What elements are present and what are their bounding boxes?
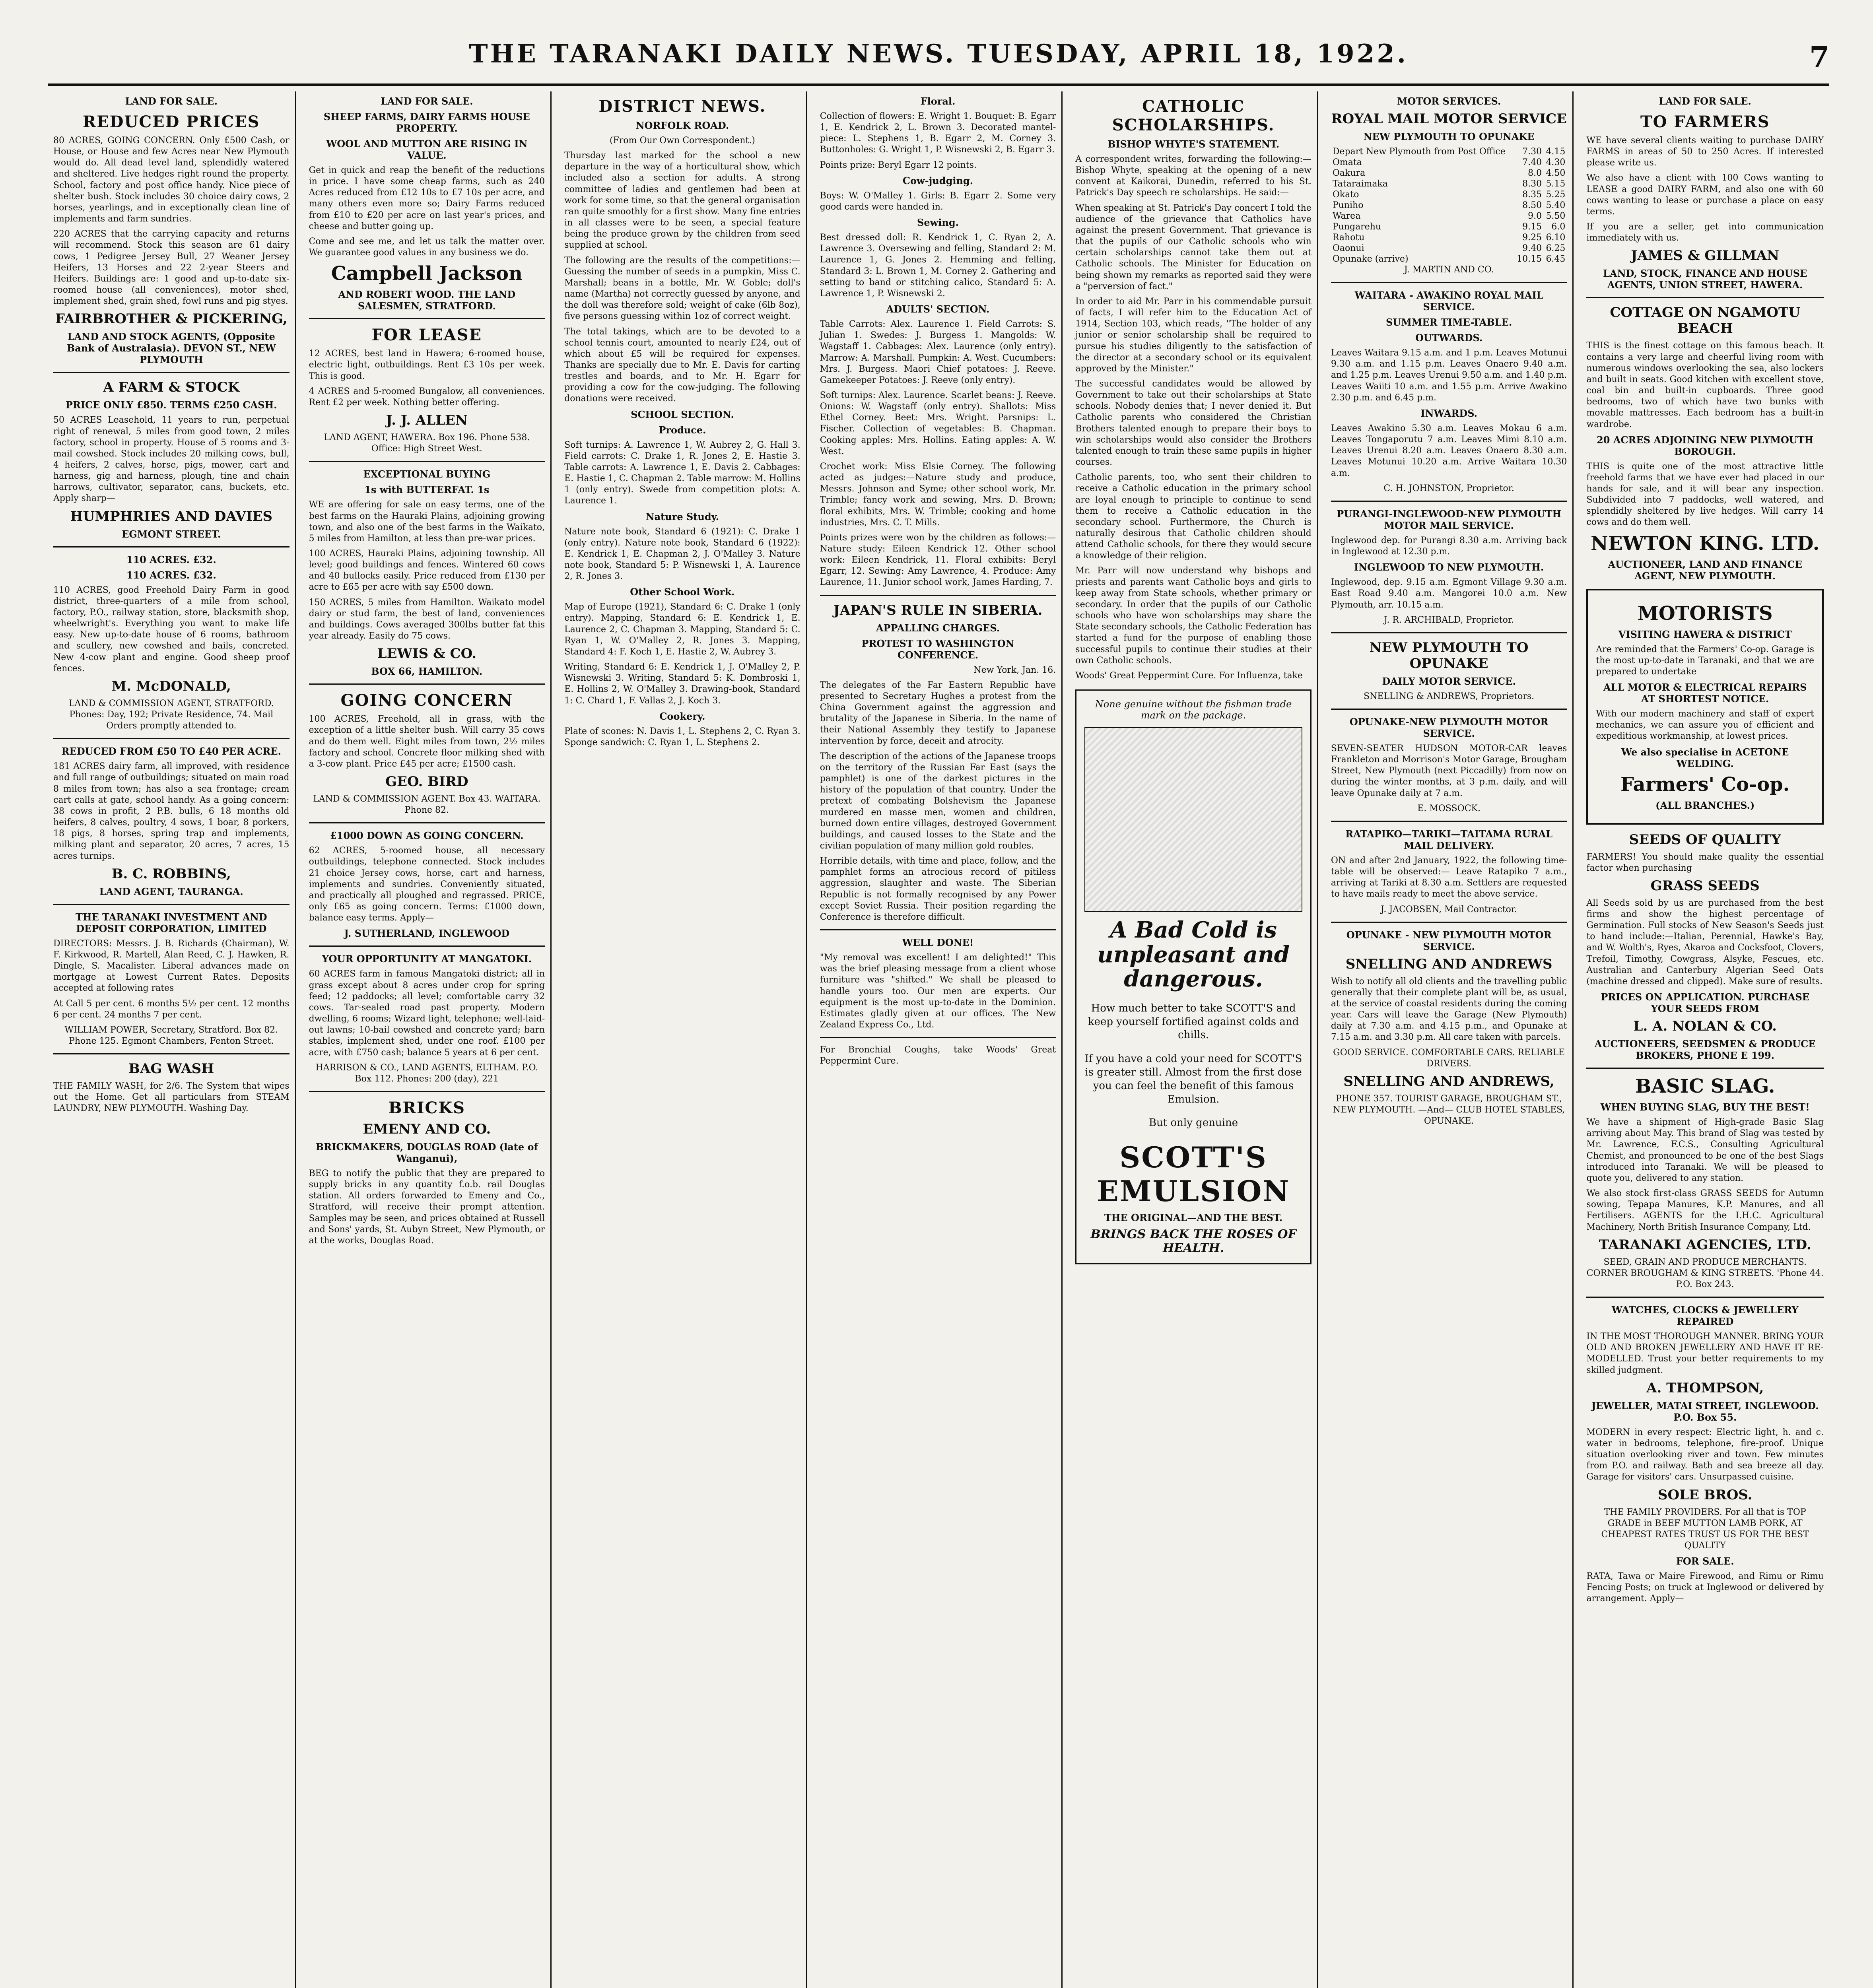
article-paragraph: Table Carrots: Alex. Laurence 1. Field Carrots: S. Julian 1. Swedes: J. Burgess 1. Mangolds: W. Wagstaff 1. Cabbages: Alex. Laurence (only entry). Marrow: A. Marshall. Pumpkin: A. West. Cucumbers: Mrs. J. Burgess. Maori Chief potatoes: J. Reeve. Gamekeeper Potatoes: J. Reeve (only entry).: [820, 319, 1056, 385]
timetable-heading: INGLEWOOD TO NEW PLYMOUTH.: [1354, 561, 1544, 573]
article-subheading: ADULTS' SECTION.: [886, 303, 990, 315]
ad-text: 150 ACRES, 5 miles from Hamilton. Waikato model dairy or stud farm, the best of land, conveniences and buildings. Cows averaged 300lbs butter fat this year already. Easily do 75 cows.: [309, 597, 545, 641]
divider: [1331, 821, 1567, 822]
service-address: PHONE 357. TOURIST GARAGE, BROUGHAM ST., NEW PLYMOUTH. —And— CLUB HOTEL STABLES, OPUNAKE.: [1333, 1093, 1565, 1126]
timetable-text: Inglewood dep. for Purangi 8.30 a.m. Arriving back in Inglewood at 12.30 p.m.: [1331, 535, 1567, 557]
timetable-stop: Oakura: [1332, 168, 1366, 178]
ad-text: We have a shipment of High-grade Basic Slag arriving about May. This brand of Slag was tested by Mr. Lawrence, F.C.S., Consulting Agricultural Chemist, and pronounced to be one of the best Slags introduced into Taranaki. We will be pleased to quote you, delivered to any station.: [1586, 1117, 1824, 1183]
agent-address: AUCTIONEER, LAND AND FINANCE AGENT, NEW PLYMOUTH.: [1608, 558, 1802, 582]
ad-text: For Bronchial Coughs, take Woods' Great Peppermint Cure.: [820, 1045, 1056, 1066]
column-2: [303, 91, 552, 1988]
timetable-time: 5.15: [1546, 179, 1566, 189]
article-paragraph: Best dressed doll: R. Kendrick 1, C. Ryan 2, A. Lawrence 3. Oversewing and felling, Standard 2: M. Laurence 1, G. Jones 2. Hemming and felling, Standard 3: L. Brown 1, M. Corney 2. Gathering and setting to band or stitching calico, Standard 5: A. Lawrence 1, P. Wisnewski 2.: [820, 233, 1056, 299]
divider: [53, 738, 289, 739]
divider: [1331, 282, 1567, 283]
timetable-time: 7.40: [1522, 157, 1542, 167]
ad-text: 80 ACRES, GOING CONCERN. Only £500 Cash, or House, or House and few Acres near New Plymouth would do. All dead level land, splendidly watered and sheltered. Live hedges right round the property. School, factory and post office handy. Nice piece of shelter bush. Stock includes 30 choice dairy cows, 2 horses, yearlings, and in exceptionally clean line of implements and farm sundries.: [53, 136, 289, 224]
ad-headline: REDUCED FROM £50 TO £40 PER ACRE.: [61, 746, 281, 757]
ad-text: Woods' Great Peppermint Cure. For Influenza, take: [1075, 670, 1303, 681]
ad-text: 60 ACRES farm in famous Mangatoki district; all in grass except about 8 acres under crop for spring feed; 12 paddocks; all level; comfortable carry 32 cows. Tar-sealed road past property. Modern dwelling, 6 rooms; Wizard light, telephone; well-laid-out lawns; 10-bail cowshed and concrete yard; barn stables, implement shed, under one roof. £100 per acre, with £750 cash; balance 5 years at 6 per cent.: [309, 969, 545, 1058]
timetable: [1331, 146, 1567, 264]
ad-headline: TO FARMERS: [1640, 113, 1770, 131]
timetable-stop: Puniho: [1332, 200, 1364, 210]
ad-text: 220 ACRES that the carrying capacity and returns will recommend. Stock this season are 61 dairy cows, 1 Pedigree Jersey Bull, 27 Weaner Jersey Heifers, 13 Horses and 22 2-year Steers and Heifers. Buildings are: 1 good and up-to-date six-roomed house (all conveniences), motor shed, implement shed, grain shed, fowl runs and pig styes.: [53, 229, 289, 307]
divider: [1331, 922, 1567, 923]
divider: [1586, 297, 1824, 298]
article-paragraph: The delegates of the Far Eastern Republic have presented to Secretary Hughes a protest from the China Government against the aggression and brutality of the Japanese in Siberia. In the name of their National Assembly they testify to Japanese intervention by force, deceit and atrocity.: [820, 680, 1056, 746]
timetable-stop: Oaonui: [1332, 243, 1364, 253]
article-subtitle: BISHOP WHYTE'S STATEMENT.: [1107, 138, 1280, 150]
article-paragraph: The following are the results of the competitions:—Guessing the number of seeds in a pumpkin, Miss C. Marshall; beans in a bottle, Mr. W. Goble; doll's name (Martha) not correctly guessed by anyone, and the doll was therefore sold; weight of cake (6lb 8oz), five persons guessing within 1oz of correct weight.: [564, 255, 800, 322]
divider: [1586, 1068, 1824, 1069]
page-columns: [48, 91, 1829, 1988]
service-operator: E. MOSSOCK.: [1417, 803, 1481, 813]
timetable-heading: OUTWARDS.: [1415, 332, 1483, 344]
article-paragraph: In order to aid Mr. Parr in his commendable pursuit of facts, I will refer him to the Education Act of 1914, Section 103, which reads, "The holder of any junior or senior scholarship shall be required to pursue his studies diligently to the satisfaction of the director at a secondary school or its equivalent approved by the Minister.": [1075, 296, 1311, 374]
timetable-row: [1331, 221, 1567, 232]
agent-address: SEED, GRAIN AND PRODUCE MERCHANTS. CORNER BROUGHAM & KING STREETS. 'Phone 44. P.O. Box 243.: [1586, 1257, 1824, 1289]
ad-rates: At Call 5 per cent. 6 months 5½ per cent. 12 months 6 per cent. 24 months 7 per cent.: [53, 998, 289, 1020]
masthead: [48, 24, 1829, 86]
article-paragraph: Collection of flowers: E. Wright 1. Bouquet: B. Egarr 1, E. Kendrick 2, L. Brown 3. Decorated mantel-piece: L. Stephens 1, B. Egarr 2, M. Corney 3. Buttonholes: G. Wright 1, P. Wisnewski 2, B. Egarr 3.: [820, 111, 1056, 155]
fishman-illustration: [1084, 727, 1302, 912]
ad-text: THIS is quite one of the most attractive little freehold farms that we have ever had placed in our hands for sale, and it will bear any inspection. Subdivided into 7 paddocks, well watered, and splendidly sheltered by live hedges. Will carry 14 cows and do them well.: [1586, 461, 1824, 528]
ad-price: PRICE ONLY £850. TERMS £250 CASH.: [65, 399, 277, 411]
ad-brand: Farmers' Co-op.: [1620, 773, 1790, 796]
ad-text: How much better to take SCOTT'S and keep yourself fortified against colds and chills.: [1088, 1002, 1299, 1041]
newspaper-title: THE TARANAKI DAILY NEWS. TUESDAY, APRIL 18, 1922.: [468, 39, 1409, 69]
article-subtitle: PROTEST TO WASHINGTON CONFERENCE.: [861, 637, 1014, 661]
timetable-row: [1331, 157, 1567, 168]
service-title: OPUNAKE-NEW PLYMOUTH MOTOR SERVICE.: [1349, 716, 1549, 739]
agent-name: L. A. NOLAN & CO.: [1633, 1018, 1777, 1035]
ad-headline: BAG WASH: [128, 1061, 214, 1077]
article-paragraph: A correspondent writes, forwarding the following:— Bishop Whyte, speaking at the opening of a new convent at Kaikorai, Dunedin, referred to his St. Patrick's Day speech re scholarships. He said:—: [1075, 154, 1311, 198]
ad-brand-sub: (ALL BRANCHES.): [1655, 799, 1755, 811]
article-dateline: New York, Jan. 16.: [973, 665, 1056, 675]
agent-name: LEWIS & CO.: [377, 646, 477, 662]
column-6: [1325, 91, 1574, 1988]
service-operator: SNELLING & ANDREWS, Proprietors.: [1364, 691, 1535, 701]
timetable-time: 4.15: [1546, 147, 1566, 157]
ad-headline: BASIC SLAG.: [1635, 1075, 1775, 1098]
ad-headline: ALL MOTOR & ELECTRICAL REPAIRS AT SHORTEST NOTICE.: [1603, 681, 1807, 705]
timetable-time: 4.50: [1546, 168, 1566, 178]
ad-text: RATA, Tawa or Maire Firewood, and Rimu or Rimu Fencing Posts; on truck at Inglewood or delivered by arrangement. Apply—: [1586, 1571, 1824, 1604]
agent-address: EGMONT STREET.: [122, 528, 221, 540]
ad-text: 4 ACRES and 5-roomed Bungalow, all conveniences. Rent £2 per week. Nothing better offering.: [309, 386, 545, 408]
timetable-text: Leaves Waitara 9.15 a.m. and 1 p.m. Leaves Motunui 9.30 a.m. and 1.15 p.m. Leaves Onaero 9.40 a.m. and 1.25 p.m. Leaves Urenui 9.50 a.m. and 1.40 p.m. Leaves Waiiti 10 a.m. and 1.55 p.m. Arrive Awakino 2.30 p.m. and 6.45 p.m.: [1331, 348, 1567, 403]
column-1: [48, 91, 296, 1988]
timetable-time: 7.30: [1522, 147, 1542, 157]
agent-name: EMENY AND CO.: [363, 1121, 491, 1137]
service-route: DAILY MOTOR SERVICE.: [1382, 675, 1516, 687]
ad-text: PRICES ON APPLICATION. PURCHASE YOUR SEEDS FROM: [1601, 991, 1810, 1015]
article-subheading: Sewing.: [917, 217, 959, 229]
agent-address: JEWELLER, MATAI STREET, INGLEWOOD. P.O. Box 55.: [1591, 1400, 1819, 1423]
timetable-row: [1331, 200, 1567, 211]
article-subheading: Other School Work.: [630, 586, 735, 598]
ad-headline: SEEDS OF QUALITY: [1629, 831, 1781, 848]
article-paragraph: Mr. Parr will now understand why bishops and priests and parents want Catholic boys and girls to keep away from State schools, whether primary or secondary. In order that the pupils of our Catholic schools who have won scholarships may share the State secondary schools, the Catholic Federation has started a fund for the purpose of enabling those successful pupils to continue their studies at their own Catholic schools.: [1075, 566, 1311, 666]
article-paragraph: When speaking at St. Patrick's Day concert I told the audience of the grievance that Catholics have against the present Government. That grievance is that the pupils of our Catholic schools who win certain scholarships cannot take them out at Catholic schools. The Minister for Education on being shown my remarks as reported said they were a "perversion of fact.": [1075, 203, 1311, 291]
ad-text: THE FAMILY WASH, for 2/6. The System that wipes out the Home. Get all particulars from STEAM LAUNDRY, NEW PLYMOUTH. Washing Day.: [53, 1081, 289, 1114]
article-paragraph: Catholic parents, too, who sent their children to receive a Catholic education in the primary school are loyal enough to principle to continue to send them to receive a Catholic education in the secondary school. Furthermore, the Church is naturally desirous that Catholic children should attend Catholic schools, for there they would secure a knowledge of their religion.: [1075, 472, 1311, 561]
ad-headline: REDUCED PRICES: [83, 113, 260, 131]
ad-price: 110 ACRES. £32.: [126, 553, 216, 565]
agent-name: M. McDONALD,: [111, 678, 231, 694]
timetable-heading: INWARDS.: [1420, 407, 1478, 419]
article-paragraph: Boys: W. O'Malley 1. Girls: B. Egarr 2. Some very good cards were handed in.: [820, 190, 1056, 212]
ad-text: 181 ACRES dairy farm, all improved, with residence and full range of outbuildings; situated on main road 8 miles from town; has also a sea frontage; cream cart calls at gate, school handy. As a going concern: 38 cows in profit, 2 P.B. bulls, 6 18 months old heifers, 8 calves, poultry, 4 sows, 1 boar, 8 porkers, 18 pigs, 8 horses, spring trap and implements, milking plant and separator, 20 acres, 7 acres, 15 acres turnips.: [53, 761, 289, 861]
article-title: CATHOLIC SCHOLARSHIPS.: [1112, 97, 1275, 134]
agent-name: JAMES & GILLMAN: [1631, 248, 1780, 264]
article-subtitle: APPALLING CHARGES.: [876, 622, 1000, 634]
divider: [53, 1053, 289, 1054]
timetable-stop: Tataraimaka: [1332, 179, 1388, 189]
ad-headline: COTTAGE ON NGAMOTU BEACH: [1610, 305, 1800, 337]
timetable-time: 8.35: [1522, 190, 1542, 200]
timetable-row: [1331, 211, 1567, 221]
agent-name: J. J. ALLEN: [386, 412, 468, 429]
ad-text: 100 ACRES, Freehold, all in grass, with the exception of a little shelter bush. Will carry 35 cows and do them well. Eight miles from town, 2½ miles factory and school. Concrete floor milking shed with a 3-cow plant. Price £45 per acre; £1500 cash.: [309, 714, 545, 769]
divider: [309, 683, 545, 685]
ad-text: GOOD SERVICE. COMFORTABLE CARS. RELIABLE DRIVERS.: [1333, 1047, 1565, 1069]
ad-headline: £1000 DOWN AS GOING CONCERN.: [330, 830, 524, 842]
ad-text: IN THE MOST THOROUGH MANNER. BRING YOUR OLD AND BROKEN JEWELLERY AND HAVE IT RE-MODELLED. Trust your better requirements to my skilled judgment.: [1586, 1332, 1824, 1375]
ad-headline: BRICKS: [388, 1098, 465, 1117]
ad-text: THIS is the finest cottage on this famous beach. It contains a very large and cheerful living room with numerous windows overlooking the sea, also lockers and built in seats. Good kitchen with excellent stove, coal bin and built-in cupboards. Three good bedrooms, two of which have two bunks with movable mattresses. Each bedroom has a built-in wardrobe.: [1586, 341, 1824, 429]
column-header: LAND FOR SALE.: [125, 95, 218, 107]
ad-text: With our modern machinery and staff of expert mechanics, we can assure you of efficient and expeditious workmanship, at lowest prices.: [1596, 709, 1814, 742]
article-subheading: Nature Study.: [645, 511, 719, 522]
timetable-time: 5.25: [1546, 190, 1566, 200]
divider: [53, 904, 289, 905]
ad-headline: WELL DONE!: [902, 937, 974, 949]
ad-text: We also have a client with 100 Cows wanting to LEASE a good DAIRY FARM, and also one with 60 cows wanting to lease or purchase a place on easy terms.: [1586, 173, 1824, 217]
column-header: LAND FOR SALE.: [381, 95, 473, 107]
ad-price: 110 ACRES. £32.: [126, 569, 216, 581]
divider: [820, 929, 1056, 930]
service-operator: SNELLING AND ANDREWS: [1345, 956, 1552, 972]
service-title: NEW PLYMOUTH TO OPUNAKE: [1369, 639, 1529, 672]
column-4: [814, 91, 1063, 1988]
ad-text: 12 ACRES, best land in Hawera; 6-roomed house, electric light, outbuildings. Rent £3 10s per week. This is good.: [309, 349, 545, 381]
ad-tagline: BRINGS BACK THE ROSES OF HEALTH.: [1090, 1227, 1296, 1256]
ad-headline: A Bad Cold is unpleasant and dangerous.: [1097, 917, 1290, 992]
ad-headline: 20 ACRES ADJOINING NEW PLYMOUTH BOROUGH.: [1597, 434, 1814, 457]
article-subtitle: NORFOLK ROAD.: [635, 120, 729, 131]
divider: [53, 372, 289, 373]
service-operator: J. JACOBSEN, Mail Contractor.: [1381, 904, 1517, 914]
ad-headline: FOR LEASE: [371, 326, 482, 345]
timetable-stop: Pungarehu: [1332, 222, 1381, 232]
service-title: PURANGI-INGLEWOOD-NEW PLYMOUTH MOTOR MAIL SERVICE.: [1337, 508, 1562, 531]
ad-headline: WOOL AND MUTTON ARE RISING IN VALUE.: [326, 138, 528, 161]
column-5: [1070, 91, 1318, 1988]
article-paragraph: Plate of scones: N. Davis 1, L. Stephens 2, C. Ryan 3. Sponge sandwich: C. Ryan 1, L. Stephens 2.: [564, 726, 800, 747]
article-paragraph: Points prizes were won by the children as follows:— Nature study: Eileen Kendrick 12. Other school work: Eileen Kendrick, 11. Floral exhibits: Beryl Egarr, 12. Sewing: Amy Lawrence, 4. Produce: Amy Laurence, 11. Junior school work, James Harding, 7.: [820, 532, 1056, 588]
article-paragraph: The successful candidates would be allowed by Government to take out their scholarships at State schools. Nobody denies that; I never denied it. But Catholic parents who considered the Christian Brothers talented enough to prepare their boys to win scholarships would also consider the Brothers talented enough to train these same pupils in higher courses.: [1075, 379, 1311, 468]
timetable-stop: Depart New Plymouth from Post Office: [1332, 147, 1506, 157]
agent-name: FAIRBROTHER & PICKERING,: [55, 311, 288, 327]
agent-address: BRICKMAKERS, DOUGLAS ROAD (late of Wanganui),: [315, 1141, 538, 1164]
ad-text: Are reminded that the Farmers' Co-op. Garage is the most up-to-date in Taranaki, and that we are prepared to undertake: [1596, 644, 1814, 677]
service-route: SUMMER TIME-TABLE.: [1385, 316, 1512, 328]
agent-name: B. C. ROBBINS,: [111, 866, 231, 882]
ad-text: WE have several clients waiting to purchase DAIRY FARMS in areas of 50 to 250 Acres. If interested please write us.: [1586, 136, 1824, 168]
ad-headline: THE TARANAKI INVESTMENT AND DEPOSIT CORPORATION, LIMITED: [75, 911, 267, 934]
ad-text: Come and see me, and let us talk the matter over. We guarantee good values in any business we do.: [309, 236, 545, 258]
article-paragraph: The total takings, which are to be devoted to a school tennis court, amounted to nearly £24, out of which about £5 will be required for expenses. Thanks are specially due to Mr. E. Davis for carting trestles and boards, and to Mr. H. Egarr for providing a cow for the cow-judging. The following donations were received.: [564, 326, 800, 404]
article-subheading: Cow-judging.: [902, 175, 973, 186]
article-subheading: Produce.: [659, 424, 706, 436]
ad-brand-sub: THE ORIGINAL—AND THE BEST.: [1104, 1212, 1283, 1224]
article-paragraph: Nature note book, Standard 6 (1921): C. Drake 1 (only entry). Nature note book, Standard 6 (1922): E. Kendrick 1, E. Chapman 2, J. O'Malley 3. Nature note book, Standard 5: P. Wisnewski 1, A. Laurence 2, R. Jones 3.: [564, 526, 800, 582]
agent-address: BOX 66, HAMILTON.: [371, 666, 483, 678]
service-operator: J. MARTIN AND CO.: [1404, 265, 1494, 275]
agent-address: LAND & COMMISSION AGENT. Box 43. WAITARA. Phone 82.: [313, 794, 541, 815]
divider: [309, 318, 545, 319]
ad-headline: YOUR OPPORTUNITY AT MANGATOKI.: [322, 953, 532, 965]
ad-text: FARMERS! You should make quality the essential factor when purchasing: [1586, 852, 1824, 873]
ad-headline: MOTORISTS: [1637, 602, 1773, 625]
agent-name: Campbell Jackson: [331, 262, 523, 285]
timetable-time: 10.15: [1517, 254, 1542, 264]
timetable-text: Inglewood, dep. 9.15 a.m. Egmont Village 9.30 a.m. East Road 9.40 a.m. Mangorei 10.0 a.m. New Plymouth, arr. 10.15 a.m.: [1331, 577, 1567, 610]
timetable-row: [1331, 243, 1567, 254]
timetable-time: 5.40: [1546, 200, 1566, 210]
timetable-text: ON and after 2nd January, 1922, the following time-table will be observed:— Leave Ratapiko 7 a.m., arriving at Tariki at 8.30 a.m. Settlers are requested to have mails ready to meet the above service.: [1331, 855, 1567, 899]
agent-address: LAND AGENT, HAWERA. Box 196. Phone 538. Office: High Street West.: [324, 433, 530, 454]
ad-text: MODERN in every respect: Electric light, h. and c. water in bedrooms, telephone, fire-proof. Unique situation overlooking river and town. Few minutes from P.O. and railway. Bath and sea breeze all day. Garage for visitors' cars. Unsurpassed cuisine.: [1586, 1427, 1824, 1482]
ad-headline: GRASS SEEDS: [1650, 878, 1760, 894]
divider: [1331, 709, 1567, 710]
ad-text: If you are a seller, get into communication immediately with us.: [1586, 222, 1824, 243]
service-operator: SNELLING AND ANDREWS,: [1343, 1073, 1554, 1089]
ad-text: We also stock first-class GRASS SEEDS for Autumn sowing, Tepapa Manures, K.P. Manures, and all Fertilisers. AGENTS for the I.H.C. Agricultural Machinery, North British Insurance Company, Ltd.: [1586, 1188, 1824, 1232]
timetable-row: [1331, 232, 1567, 243]
scotts-emulsion-ad: [1075, 689, 1311, 1264]
timetable-time: 9.0: [1528, 211, 1542, 221]
article-paragraph: Horrible details, with time and place, follow, and the pamphlet forms an atrocious record of pitiless aggression, slaughter and waste. The Siberian Republic is not formally recognised by any Power except Soviet Russia. Their position regarding the Conference is therefore difficult.: [820, 856, 1056, 922]
ad-brand: SCOTT'S EMULSION: [1096, 1140, 1290, 1208]
ad-caption: None genuine without the fishman trade mark on the package.: [1095, 699, 1292, 721]
ad-headline: WATCHES, CLOCKS & JEWELLERY REPAIRED: [1611, 1304, 1799, 1328]
column-header: MOTOR SERVICES.: [1397, 95, 1501, 107]
service-title: OPUNAKE - NEW PLYMOUTH MOTOR SERVICE.: [1346, 929, 1552, 952]
timetable-row: [1331, 146, 1567, 157]
timetable-time: 9.25: [1522, 233, 1542, 243]
divider: [53, 546, 289, 547]
divider: [309, 461, 545, 462]
ad-text: 50 ACRES Leasehold, 11 years to run, perpetual right of renewal, 5 miles from good town, 2 miles factory, school in property. House of 5 rooms and 3-mail cowshed. Stock includes 20 milking cows, bull, 4 heifers, 2 calves, horse, pigs, mower, cart and harness, gig and harness, plough, tine and chain harrows, cultivator, separator, cans, buckets, etc. Apply sharp—: [53, 415, 289, 504]
timetable-stop: Warea: [1332, 211, 1361, 221]
agent-name: GEO. BIRD: [385, 774, 468, 790]
article-subheading: SCHOOL SECTION.: [631, 408, 734, 420]
service-operator: C. H. JOHNSTON, Proprietor.: [1383, 483, 1514, 493]
article-paragraph: Points prize: Beryl Egarr 12 points.: [820, 160, 977, 170]
timetable-time: 8.0: [1528, 168, 1542, 178]
ad-headline: A FARM & STOCK: [103, 379, 240, 396]
ad-text: 110 ACRES, good Freehold Dairy Farm in good district, three-quarters of a mile from school, factory, P.O., railway station, store, blacksmith shop, wheelwright's. Everything you want to make life easy. New up-to-date house of 6 rooms, bathroom and scullery, new cowshed and bails, concreted. New 4-cow plant and engine. Good sheep proof fences.: [53, 585, 289, 674]
section-title: DISTRICT NEWS.: [598, 97, 766, 116]
ad-headline: 1s with BUTTERFAT. 1s: [364, 484, 490, 496]
article-byline: (From Our Own Correspondent.): [610, 136, 755, 146]
column-7: [1581, 91, 1829, 1988]
ad-text: WE are offering for sale on easy terms, one of the best farms on the Hauraki Plains, adjoining growing town, and also one of the best farms in the Waikato, 5 miles from Hamilton, at less than pre-war prices.: [309, 500, 545, 544]
ad-text: We also specialise in ACETONE WELDING.: [1621, 746, 1789, 769]
divider: [309, 1091, 545, 1092]
ad-text: BEG to notify the public that they are prepared to supply bricks in any quantity f.o.b. rail Douglas station. All orders forwarded to Emeny and Co., Stratford, will receive their prompt attention. Samples may be seen, and prices obtained at Russell and Sons' yards, St. Aubyn Street, New Plymouth, or at the works, Douglas Road.: [309, 1168, 545, 1246]
ad-text: DIRECTORS: Messrs. J. B. Richards (Chairman), W. F. Kirkwood, R. Martell, Alan Reed, C. J. Hawken, R. Dingle, S. Macalister. Liberal advances made on mortgage at Lowest Current Rates. Deposits accepted at following rates: [53, 938, 289, 994]
timetable-stop: Opunake (arrive): [1332, 254, 1409, 264]
article-paragraph: The description of the actions of the Japanese troops on the territory of the Russian Far East (says the pamphlet) is one of the darkest pictures in the history of the population of that country. Under the pretext of combating Bolshevism the Japanese murdered en masse men, women and children, burned down entire villages, destroyed Government buildings, and caused losses to the State and the civilian population of many million gold roubles.: [820, 751, 1056, 851]
service-title: RATAPIKO—TARIKI—TAITAMA RURAL MAIL DELIVERY.: [1345, 828, 1552, 851]
timetable-time: 6.45: [1546, 254, 1566, 264]
article-paragraph: Map of Europe (1921), Standard 6: C. Drake 1 (only entry). Mapping, Standard 6: E. Kendrick 1, E. Laurence 2, C. Chapman 3. Mapping, Standard 5: C. Ryan 1, W. O'Malley 2, R. Jones 3. Mapping, Standard 4: F. Koch 1, E. Hastie 2, W. Aubrey 3.: [564, 602, 800, 657]
timetable-text: Wish to notify all old clients and the travelling public generally that their complete plant will be, as usual, at the service of coastal residents during the coming year. Cars will leave the Garage (New Plymouth) daily at 7.30 a.m. and 4.15 p.m., and Opunake at 7.15 a.m. and 3.30 p.m. All care taken with parcels.: [1331, 976, 1567, 1043]
ad-text: All Seeds sold by us are purchased from the best firms and show the highest percentage of Germination. Full stocks of New Season's Seeds just to hand include:—Italian, Perennial, Hawke's Bay, and W. Wolth's, Ryes, Akaroa and Cocksfoot, Clovers, Trefoil, Timothy, Cowgrass, Alsyke, Fescues, etc. Australian and Canterbury Algerian Seed Oats (machine dressed and clipped). Make sure of results.: [1586, 898, 1824, 986]
article-title: JAPAN'S RULE IN SIBERIA.: [833, 602, 1043, 618]
agent-address: LAND AGENT, TAURANGA.: [99, 885, 243, 897]
timetable-row: [1331, 254, 1567, 264]
agent-name: NEWTON KING. LTD.: [1590, 532, 1820, 555]
timetable-stop: Rahotu: [1332, 233, 1365, 243]
motorists-ad: [1586, 589, 1824, 825]
agent-address: LAND AND STOCK AGENTS, (Opposite Bank of Australasia). DEVON ST., NEW PLYMOUTH: [66, 331, 276, 366]
ad-text: But only genuine: [1148, 1117, 1238, 1129]
agent-address: LAND & COMMISSION AGENT, STRATFORD. Phones: Day, 192; Private Residence, 74. Mail Orders promptly attended to.: [68, 698, 274, 731]
article-paragraph: Thursday last marked for the school a new departure in the way of a horticultural show, which included also a section for adults. A strong committee of ladies and gentlemen had been at work for some time, so that the general organisation ran quite smoothly for a first show. Many fine entries in all classes were to be seen, a special feature being the produce grown by the children from seed supplied at school.: [564, 151, 800, 250]
timetable-text: SEVEN-SEATER HUDSON MOTOR-CAR leaves Frankleton and Morrison's Motor Garage, Brougham Street, New Plymouth (next Piccadilly) from now on during the winter months, at 3 p.m. daily, and will leave Opunake daily at 7 a.m.: [1331, 743, 1567, 798]
agent-name: TARANAKI AGENCIES, LTD.: [1599, 1237, 1811, 1253]
ad-subheadline: VISITING HAWERA & DISTRICT: [1618, 628, 1792, 640]
agent-name: SOLE BROS.: [1657, 1487, 1753, 1503]
timetable-text: Leaves Awakino 5.30 a.m. Leaves Mokau 6 a.m. Leaves Tongaporutu 7 a.m. Leaves Mimi 8.10 a.m. Leaves Urenui 8.20 a.m. Leaves Onaero 8.30 a.m. Leaves Motunui 10.20 a.m. Arrive Waitara 10.30 a.m.: [1331, 423, 1567, 478]
article-paragraph: Writing, Standard 6: E. Kendrick 1, J. O'Malley 2, P. Wisnewski 3. Writing, Standard 5: K. Dombroski 1, E. Hollins 2, W. O'Malley 3. Drawing-book, Standard 1: C. Chard 1, F. Vallas 2, J. Koch 3.: [564, 662, 800, 706]
timetable-row: [1331, 179, 1567, 189]
ad-text: Get in quick and reap the benefit of the reductions in price. I have some cheap farms, such as 240 Acres reduced from £12 10s to £7 10s per acre, and many others even more so; Dairy Farms reduced from £10 to £20 per acre on last year's prices, and cheese and butter going up.: [309, 165, 545, 231]
ad-text: THE FAMILY PROVIDERS. For all that is TOP GRADE in BEEF MUTTON LAMB PORK, AT CHEAPEST RATES TRUST US FOR THE BEST QUALITY: [1601, 1507, 1809, 1551]
divider: [1586, 1297, 1824, 1298]
service-title: WAITARA - AWAKINO ROYAL MAIL SERVICE.: [1354, 289, 1543, 313]
divider: [1331, 632, 1567, 633]
timetable-time: 6.25: [1546, 243, 1566, 253]
timetable-time: 5.50: [1546, 211, 1566, 221]
ad-headline: FOR SALE.: [1676, 1555, 1734, 1567]
article-paragraph: Soft turnips: Alex. Laurence. Scarlet beans: J. Reeve. Onions: W. Wagstaff (only entry). Shallots: Miss Ethel Corney. Beet: Mrs. Wright. Parsnips: L. Fischer. Collection of vegetables: B. Chapman. Cooking apples: Mrs. Hollins. Eating apples: A. W. West.: [820, 390, 1056, 456]
ad-headline: EXCEPTIONAL BUYING: [363, 468, 491, 480]
divider: [1331, 501, 1567, 502]
timetable-stop: Okato: [1332, 190, 1359, 200]
timetable-time: 9.15: [1522, 222, 1542, 232]
timetable-stop: Omata: [1332, 157, 1362, 167]
agent-address: AUCTIONEERS, SEEDSMEN & PRODUCE BROKERS, PHONE E 199.: [1594, 1038, 1816, 1062]
divider: [820, 1037, 1056, 1038]
article-subheading: Cookery.: [659, 710, 705, 722]
timetable-time: 8.50: [1522, 200, 1542, 210]
ad-text: If you have a cold your need for SCOTT'S is greater still. Almost from the first dose you can feel the benefit of this famous Emulsion.: [1084, 1053, 1302, 1105]
agent-name: A. THOMPSON,: [1646, 1380, 1764, 1396]
timetable-row: [1331, 189, 1567, 200]
article-paragraph: Crochet work: Miss Elsie Corney. The following acted as judges:—Nature study and produce, Messrs. Johnson and Syme; other school work, Mr. Trimble; fancy work and sewing, Mrs. D. Brown; floral exhibits, Mrs. W. Trimble; cooking and home industries, Mrs. C. T. Mills.: [820, 461, 1056, 528]
divider: [309, 822, 545, 823]
article-subheading: Floral.: [920, 95, 956, 107]
agent-name: J. SUTHERLAND, INGLEWOOD: [344, 928, 510, 940]
timetable-time: 6.0: [1551, 222, 1566, 232]
timetable-time: 6.10: [1546, 233, 1566, 243]
timetable-row: [1331, 168, 1567, 179]
column-3: [559, 91, 807, 1988]
article-paragraph: Soft turnips: A. Lawrence 1, W. Aubrey 2, G. Hall 3. Field carrots: C. Drake 1, R. Jones 2, E. Hastie 3. Table carrots: A. Lawrence 1, E. Davis 2. Cabbages: E. Hastie 1, C. Chapman 2. Table marrow: M. Hollins 1 (only entry). Swede from competition plots: A. Laurence 1.: [564, 440, 800, 506]
divider: [820, 595, 1056, 596]
timetable-time: 4.30: [1546, 157, 1566, 167]
ad-headline: SHEEP FARMS, DAIRY FARMS HOUSE PROPERTY.: [323, 111, 530, 134]
column-header: LAND FOR SALE.: [1659, 95, 1751, 107]
ad-text: 100 ACRES, Hauraki Plains, adjoining township. All level; good buildings and fences. Wintered 60 cows and 40 bullocks easily. Price reduced from £130 per acre to £65 per acre with say £500 down.: [309, 548, 545, 592]
timetable-time: 8.30: [1522, 179, 1542, 189]
agent-address: AND ROBERT WOOD. THE LAND SALESMEN, STRATFORD.: [338, 289, 516, 312]
service-route: NEW PLYMOUTH TO OPUNAKE: [1363, 131, 1535, 142]
service-operator: J. R. ARCHIBALD, Proprietor.: [1384, 615, 1514, 625]
ad-text: "My removal was excellent! I am delighted!" This was the brief pleasing message from a client whose furniture was "shifted." We shall be pleased to handle yours too. Our men are experts. Our equipment is the most up-to-date in the Dominion. Estimates gladly given at our offices. The New Zealand Express Co., Ltd.: [820, 953, 1056, 1030]
ad-headline: GOING CONCERN: [340, 691, 513, 710]
timetable-time: 9.40: [1522, 243, 1542, 253]
service-title: ROYAL MAIL MOTOR SERVICE: [1331, 111, 1567, 127]
ad-text: 62 ACRES, 5-roomed house, all necessary outbuildings, telephone connected. Stock includes 21 choice Jersey cows, horse, cart and harness, implements and sundries. Conveniently situated, and practically all ploughed and regrassed. PRICE, only £65 as going concern. Terms: £1000 down, balance easy terms. Apply—: [309, 846, 545, 923]
agent-address: HARRISON & CO., LAND AGENTS, ELTHAM. P.O. Box 112. Phones: 200 (day), 221: [315, 1062, 538, 1084]
ad-subheadline: WHEN BUYING SLAG, BUY THE BEST!: [1600, 1101, 1810, 1113]
page-number: 7: [1809, 40, 1829, 74]
divider: [309, 945, 545, 947]
agent-name: HUMPHRIES AND DAVIES: [70, 508, 273, 524]
ad-signature: WILLIAM POWER, Secretary, Stratford. Box 82. Phone 125. Egmont Chambers, Fenton Street.: [64, 1025, 278, 1046]
agent-address: LAND, STOCK, FINANCE AND HOUSE AGENTS, UNION STREET, HAWERA.: [1603, 268, 1807, 291]
